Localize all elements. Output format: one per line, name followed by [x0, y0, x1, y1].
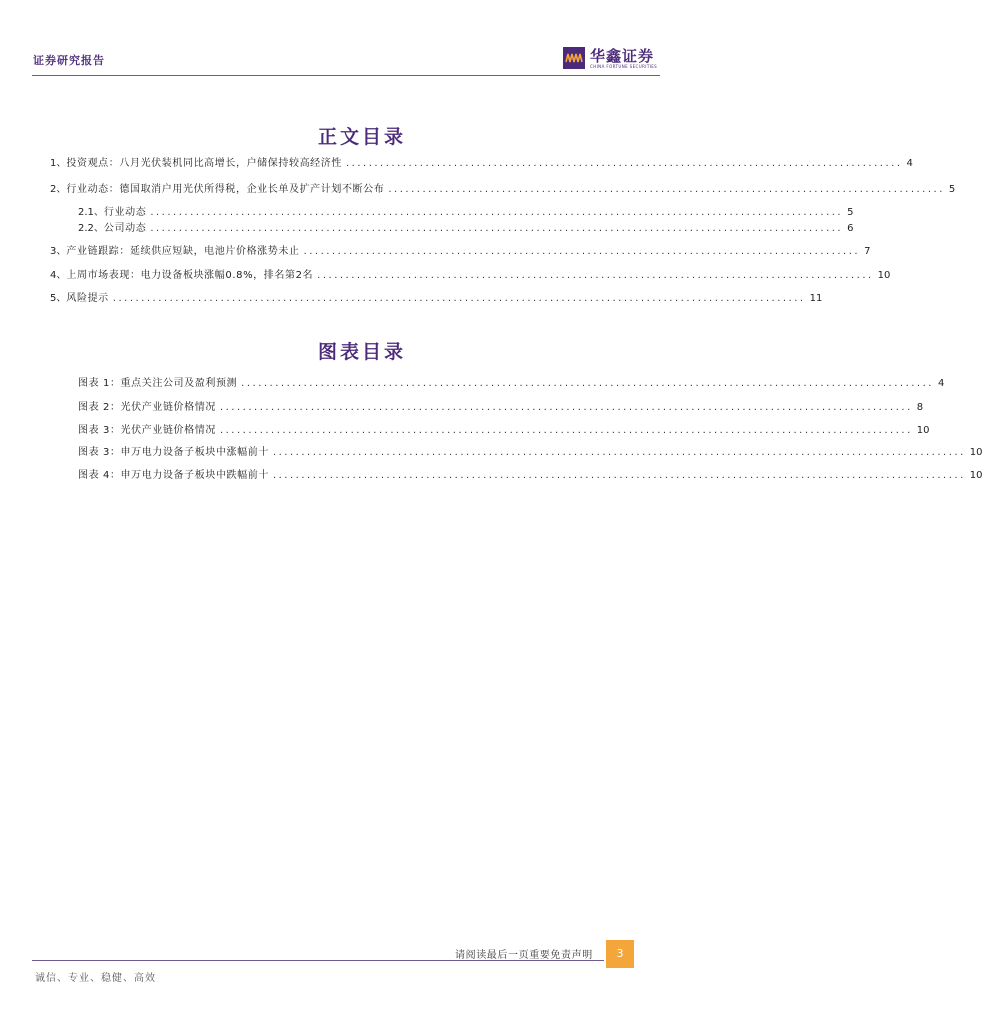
leader-dots: .................................................................................................. — [388, 184, 945, 195]
report-type-label: 证券研究报告 — [33, 54, 105, 67]
toc-entry-page: 5 — [948, 184, 956, 195]
leader-dots: .................................................................................................. — [345, 158, 903, 169]
leader-dots: .......................................................................................................................... — [112, 293, 806, 304]
leader-dots: .................................................................................................. — [303, 246, 861, 257]
toc-subentry[interactable] — [78, 222, 854, 236]
figure-entry-page: 4 — [937, 378, 945, 389]
toc-entry-number: 2、 — [50, 184, 67, 195]
figure-list-title: 图表目录 — [317, 341, 406, 363]
figure-entry[interactable] — [78, 469, 983, 483]
toc-entry-number: 2.2、 — [78, 223, 104, 234]
toc-entry-number: 4、 — [50, 270, 67, 281]
page-number-badge: 3 — [606, 940, 634, 968]
logo-mark-icon — [563, 47, 585, 69]
header-divider — [32, 75, 660, 76]
figure-entry[interactable] — [78, 401, 924, 415]
leader-dots: .......................................................................................................................... — [241, 378, 934, 389]
leader-dots: .......................................................................................................................... — [219, 402, 913, 413]
disclaimer-note: 请阅读最后一页重要免责声明 — [455, 950, 593, 961]
figure-entry-page: 10 — [969, 447, 983, 458]
toc-entry[interactable] — [50, 269, 891, 283]
toc-entry-page: 7 — [864, 246, 871, 257]
toc-entry-page: 6 — [847, 223, 854, 234]
figure-entry-text: 图表 3：光伏产业链价格情况 — [78, 425, 216, 436]
leader-dots: .......................................................................................................................... — [150, 223, 844, 234]
figure-entry[interactable] — [78, 424, 930, 438]
toc-entry-number: 3、 — [50, 246, 67, 257]
toc-entry[interactable] — [50, 292, 823, 306]
figure-entry-text: 图表 4：申万电力设备子板块中跌幅前十 — [78, 470, 269, 481]
logo-name-cn: 华鑫证券 — [590, 47, 655, 65]
toc-entry[interactable] — [50, 245, 871, 259]
toc-entry-page: 11 — [809, 293, 823, 304]
figure-entry[interactable] — [78, 377, 945, 391]
toc-entry-text: 行业动态：德国取消户用光伏所得税，企业长单及扩产计划不断公布 — [66, 184, 385, 195]
leader-dots: .................................................................................................. — [317, 270, 874, 281]
toc-entry-page: 4 — [906, 158, 913, 169]
toc-title: 正文目录 — [317, 126, 406, 148]
leader-dots: .......................................................................................................................... — [272, 470, 966, 481]
toc-entry-text: 产业链跟踪：延续供应短缺，电池片价格涨势未止 — [66, 246, 300, 257]
toc-entry-page: 10 — [877, 270, 891, 281]
toc-entry-text: 行业动态 — [103, 207, 147, 218]
toc-subentry[interactable] — [78, 206, 854, 220]
leader-dots: .......................................................................................................................... — [219, 425, 913, 436]
figure-entry-page: 10 — [969, 470, 983, 481]
toc-entry-text: 风险提示 — [66, 293, 109, 304]
figure-entry[interactable] — [78, 446, 983, 460]
toc-entry-text: 投资观点：八月光伏装机同比高增长，户储保持较高经济性 — [66, 158, 342, 169]
leader-dots: .......................................................................................................................... — [272, 447, 966, 458]
toc-entry-number: 5、 — [50, 293, 67, 304]
toc-entry-number: 2.1、 — [78, 207, 104, 218]
figure-entry-text: 图表 3：申万电力设备子板块中涨幅前十 — [78, 447, 269, 458]
toc-entry-page: 5 — [847, 207, 854, 218]
company-logo — [563, 46, 673, 72]
toc-entry-number: 1、 — [50, 158, 67, 169]
leader-dots: .......................................................................................................................... — [150, 207, 844, 218]
toc-entry-text: 公司动态 — [103, 223, 147, 234]
figure-entry-text: 图表 1：重点关注公司及盈利预测 — [78, 378, 238, 389]
figure-entry-page: 8 — [916, 402, 924, 413]
footer-divider — [32, 960, 604, 961]
logo-name-en: CHINA FORTUNE SECURITIES — [590, 64, 658, 69]
company-slogan: 诚信、专业、稳健、高效 — [35, 973, 156, 984]
toc-entry[interactable] — [50, 183, 956, 197]
toc-entry[interactable] — [50, 157, 913, 171]
figure-entry-page: 10 — [916, 425, 930, 436]
toc-entry-text: 上周市场表现：电力设备板块涨幅0.8%，排名第2名 — [66, 270, 314, 281]
figure-entry-text: 图表 2：光伏产业链价格情况 — [78, 402, 216, 413]
